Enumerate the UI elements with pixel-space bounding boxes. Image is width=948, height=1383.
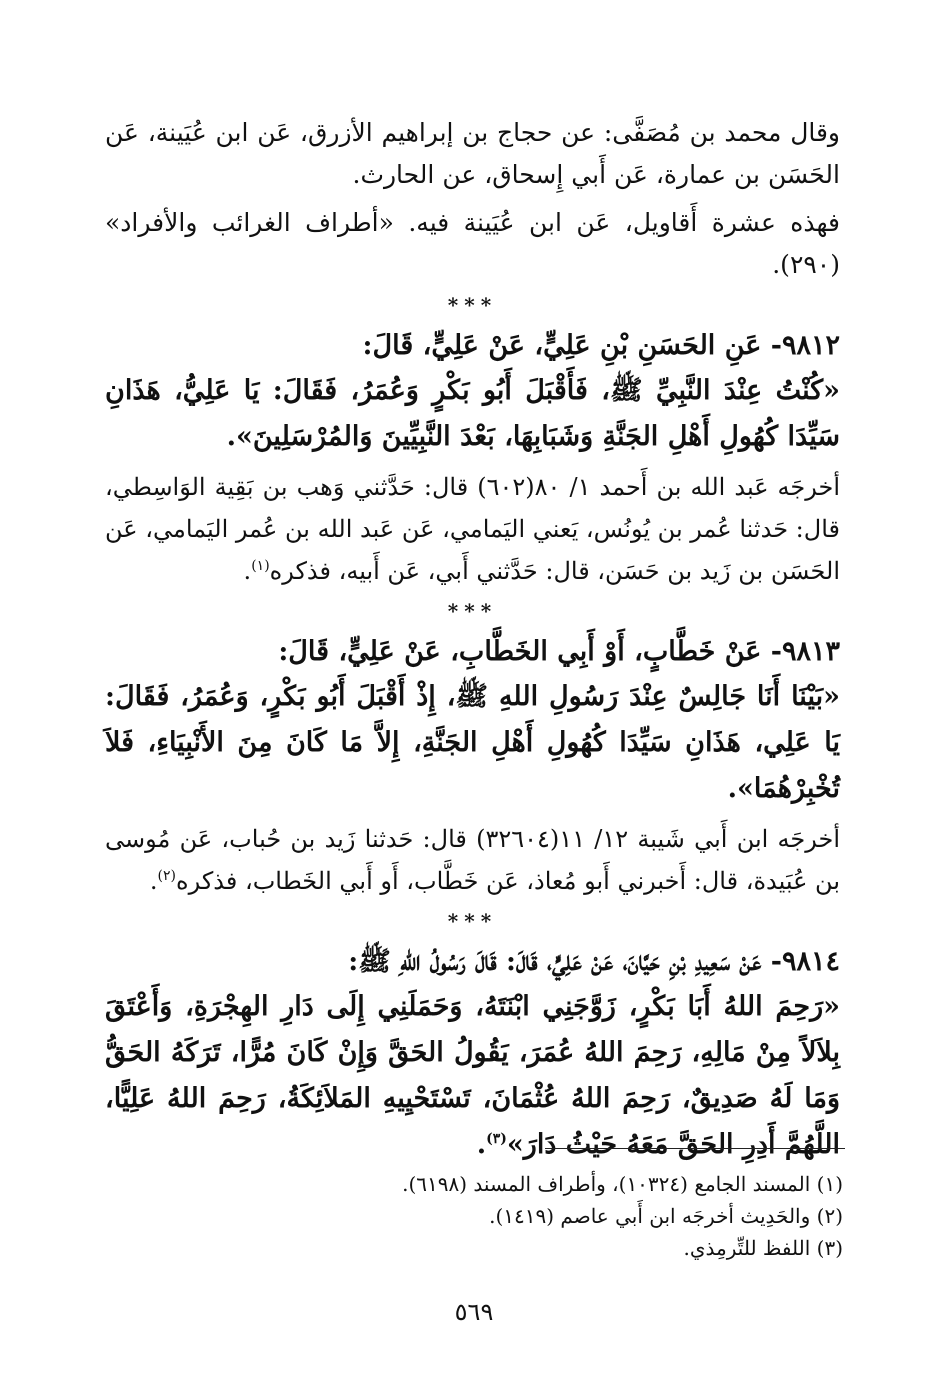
footnote-divider <box>545 1148 845 1149</box>
page-number: ٥٦٩ <box>454 1298 494 1326</box>
takhrij-text: أخرجَه ابن أَبي شَيبة ١٢/ ١١(٣٢٦٠٤) قال: حَدثنا زَيد بن حُباب، عَن مُوسى بن عُبَيدة، قال: أَخبرني أَبو مُعاذ، عَن خَطَّاب، أَو أَبي الخَطاب، فذكره <box>105 825 840 895</box>
hadith-text-9813: «بَيْنَا أَنَا جَالِسٌ عِنْدَ رَسُولِ اللهِ ﷺ، إِذْ أَقْبَلَ أَبُو بَكْرٍ، وَعُمَرُ، فَقَالَ: يَا عَلِي، هَذَانِ سَيِّدَا كُهُولِ أَهْلِ الجَنَّةِ، إِلاَّ مَا كَانَ مِنَ الأَنْبِيَاءِ، فَلاَ تُخْبِرْهُمَا». <box>105 681 840 804</box>
hadith-text-9812: «كُنْتُ عِنْدَ النَّبِيِّ ﷺ، فَأَقْبَلَ أَبُو بَكْرٍ وَعُمَرُ، فَقَالَ: يَا عَلِيُّ، هَذَانِ سَيِّدَا كُهُولِ أَهْلِ الجَنَّةِ وَشَبَابِهَا، بَعْدَ النَّبِيِّينَ وَالمُرْسَلِينَ». <box>105 375 840 452</box>
intro-paragraph: وقال محمد بن مُصَفَّى: عن حجاج بن إبراهيم الأزرق، عَن ابن عُيَينة، عَن الحَسَن بن عمارة، عَن أَبي إِسحاق، عن الحارث. <box>105 118 840 189</box>
hadith-heading-9813: ٩٨١٣- عَنْ خَطَّابٍ، أَوْ أَبِي الخَطَّابِ، عَنْ عَلِيٍّ، قَالَ: <box>278 636 840 667</box>
hadith-text-9814: «رَحِمَ اللهُ أَبَا بَكْرٍ، زَوَّجَنِي ابْنَتَهُ، وَحَمَلَنِي إِلَى دَارِ الهِجْرَةِ، وَأَعْتَقَ بِلاَلاً مِنْ مَالِهِ، رَحِمَ اللهُ عُمَرَ، يَقُولُ الحَقَّ وَإِنْ كَانَ مُرًّا، تَرَكَهُ الحَقُّ وَمَا لَهُ صَدِيقٌ، رَحِمَ اللهُ عُثْمَانَ، تَسْتَحْيِيهِ المَلاَئِكَةُ، رَحِمَ اللهُ عَلِيًّا، اللَّهُمَّ أَدِرِ الحَقَّ مَعَهُ حَيْثُ دَارَ»$^{(٣)}$. <box>105 991 840 1160</box>
hadith-text: «رَحِمَ اللهُ أَبَا بَكْرٍ، زَوَّجَنِي ابْنَتَهُ، وَحَمَلَنِي إِلَى دَارِ الهِجْرَةِ، وَأَعْتَقَ بِلاَلاً مِنْ مَالِهِ، رَحِمَ اللهُ عُمَرَ، يَقُولُ الحَقَّ وَإِنْ كَانَ مُرًّا، تَرَكَهُ الحَقُّ وَمَا لَهُ صَدِيقٌ، رَحِمَ اللهُ عُثْمَانَ، تَسْتَحْيِيهِ المَلاَئِكَةُ، رَحِمَ اللهُ عَلِيًّا، اللَّهُمَّ أَدِرِ الحَقَّ مَعَهُ حَيْثُ دَارَ» <box>105 991 840 1160</box>
footnote-1: (١) المسند الجامع (١٠٣٢٤)، وأطراف المسند (٦١٩٨). <box>402 1172 843 1196</box>
footnote-marker: (٣) <box>486 1131 507 1147</box>
takhrij-text: أخرجَه عَبد الله بن أَحمد ١/ ٨٠(٦٠٢) قال: حَدَّثني وَهب بن بَقِية الوَاسِطي، قال: حَدثنا عُمر بن يُونُس، يَعني اليَمامي، عَن عَبد الله بن عُمر اليَمامي، عَن الحَسَن بن زَيد بن حَسَن، قال: حَدَّثني أَبي، عَن أَبيه، فذكره <box>105 473 841 585</box>
footnotes <box>343 1168 843 1264</box>
footnote-3: (٣) اللفظ للتِّرمِذي. <box>683 1236 843 1260</box>
footnote-2: (٢) والحَدِيث أخرجَه ابن أَبي عاصم (١٤١٩). <box>489 1204 843 1228</box>
separator-stars: *** <box>447 293 498 317</box>
takhrij-9812: أخرجَه عَبد الله بن أَحمد ١/ ٨٠(٦٠٢) قال: حَدَّثني وَهب بن بَقِية الوَاسِطي، قال: حَدثنا عُمر بن يُونُس، يَعني اليَمامي، عَن عَبد الله بن عُمر اليَمامي، عَن الحَسَن بن زَيد بن حَسَن، قال: حَدَّثني أَبي، عَن أَبيه، فذكره$^{(١)}$. <box>105 473 841 585</box>
separator-stars: *** <box>447 909 498 933</box>
hadith-heading-9812: ٩٨١٢- عَنِ الحَسَنِ بْنِ عَلِيٍّ، عَنْ عَلِيٍّ، قَالَ: <box>362 330 840 361</box>
takhrij-9813: أخرجَه ابن أَبي شَيبة ١٢/ ١١(٣٢٦٠٤) قال: حَدثنا زَيد بن حُباب، عَن مُوسى بن عُبَيدة، قال: أَخبرني أَبو مُعاذ، عَن خَطَّاب، أَو أَبي الخَطاب، فذكره$^{(٢)}$. <box>105 825 840 895</box>
footnote-marker: (٢) <box>157 868 176 884</box>
hadith-heading-9814: ٩٨١٤- عَنْ سَعِيدِ بْنِ حَيَّانَ، عَنْ عَلِيٍّ، قَالَ: قَالَ رَسُولُ اللهِ ﷺ: <box>348 946 840 977</box>
separator-stars: *** <box>447 599 498 623</box>
page-body <box>105 112 840 1168</box>
summary-paragraph: فهذه عشرة أَقاويل، عَن ابن عُيَينة فيه. «أطراف الغرائب والأفراد» (٢٩٠). <box>105 208 840 279</box>
footnote-marker: (١) <box>251 558 270 574</box>
